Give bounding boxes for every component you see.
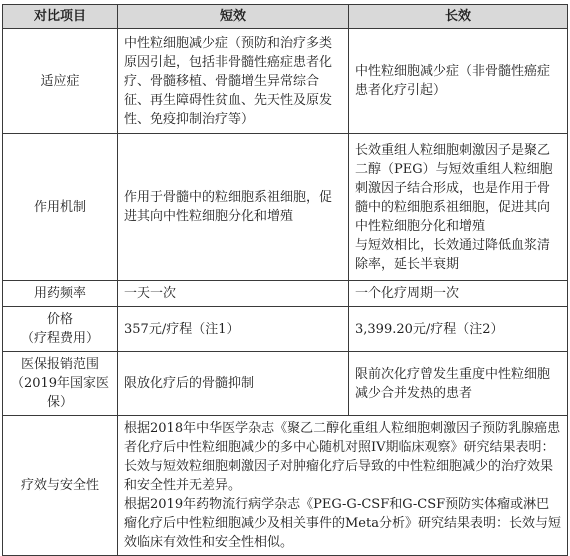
header-row [3,5,568,29]
row-label-mechanism: 作用机制 [3,134,118,281]
row-label-frequency: 用药频率 [3,281,118,307]
header-long-acting: 长效 [349,5,568,29]
efficacy-paragraph-1: 根据2018年中华医学杂志《聚乙二醇化重组人粒细胞刺激因子预防乳腺癌患者化疗后中性粒细胞减少的多中心随机对照IV期临床观察》研究结果表明：长效与短效粒细胞刺激因子对肿瘤化疗后导致的中性粒细胞减少的治疗效果和安全性并无差异。 [124,421,561,493]
insurance-label-line-3: 保） [46,395,73,410]
row-label-price [3,307,118,352]
efficacy-paragraph-2: 根据2019年药物流行病学杂志《PEG-G-CSF和G-CSF预防实体瘤或淋巴瘤化疗后中性粒细胞减少及相关事件的Meta分析》研究结果表明：长效与短效临床有效性和安全性相似。 [124,497,561,550]
cell-price-short: 357元/疗程（注1） [118,307,349,352]
mechanism-long-paragraph-2: 与短效相比，长效通过降低血浆清除率，延长半衰期 [355,237,551,272]
cell-insurance-short: 限放化疗后的骨髓抑制 [118,352,349,416]
row-price [3,307,568,352]
cell-indication-short: 中性粒细胞减少症（预防和治疗多类原因引起，包括非骨髓性癌症患者化疗、骨髓移植、骨髓增生异常综合征、再生障碍性贫血、先天性及原发性、免疫抑制治疗等） [118,29,349,134]
price-label-line-1: 价格 [46,312,73,327]
row-insurance [3,352,568,416]
cell-frequency-short: 一天一次 [118,281,349,307]
price-label-line-2: （疗程费用） [20,331,99,346]
cell-efficacy [118,416,568,556]
row-label-efficacy: 疗效与安全性 [3,416,118,556]
row-label-insurance [3,352,118,416]
header-short-acting: 短效 [118,5,349,29]
row-frequency [3,281,568,307]
cell-indication-long: 中性粒细胞减少症（非骨髓性癌症患者化疗引起） [349,29,568,134]
mechanism-long-paragraph-1: 长效重组人粒细胞刺激因子是聚乙二醇（PEG）与短效重组人粒细胞刺激因子结合形成，也是作用于骨髓中的粒细胞系祖细胞，促进其向中性粒细胞分化和增殖 [355,142,553,234]
insurance-label-line-1: 医保报销范围 [20,357,99,372]
comparison-table [2,4,568,556]
row-indication [3,29,568,134]
cell-insurance-long: 限前次化疗曾发生重度中性粒细胞减少合并发热的患者 [349,352,568,416]
insurance-label-line-2: （2019年国家医 [10,376,110,391]
row-label-indication: 适应症 [3,29,118,134]
header-compare-item: 对比项目 [3,5,118,29]
row-mechanism [3,134,568,281]
row-efficacy [3,416,568,556]
cell-mechanism-short: 作用于骨髓中的粒细胞系祖细胞，促进其向中性粒细胞分化和增殖 [118,134,349,281]
cell-mechanism-long [349,134,568,281]
cell-frequency-long: 一个化疗周期一次 [349,281,568,307]
cell-price-long: 3,399.20元/疗程（注2） [349,307,568,352]
